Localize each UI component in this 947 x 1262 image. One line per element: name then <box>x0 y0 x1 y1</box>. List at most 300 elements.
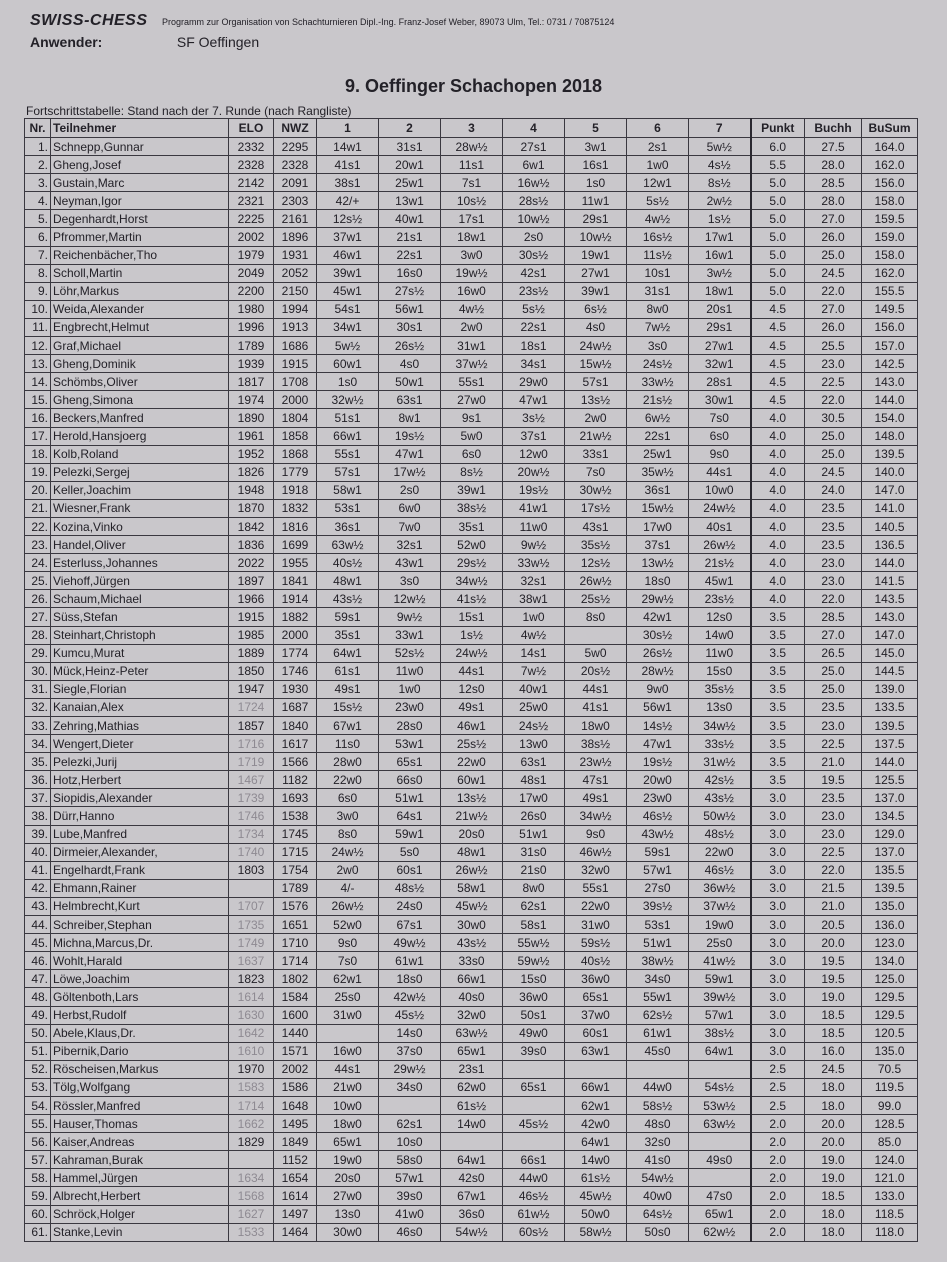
nwz-cell: 1802 <box>274 970 317 988</box>
nwz-cell: 2150 <box>274 282 317 300</box>
elo-cell: 1724 <box>229 698 274 716</box>
buchholz-cell: 25.0 <box>805 445 862 463</box>
buchholz-sum-cell: 141.0 <box>862 499 918 517</box>
buchholz-cell: 18.0 <box>805 1078 862 1096</box>
round-7-result-cell: 18w1 <box>689 282 751 300</box>
rank-cell: 55. <box>25 1115 51 1133</box>
buchholz-sum-cell: 134.0 <box>862 952 918 970</box>
points-cell: 3.5 <box>751 771 805 789</box>
buchholz-cell: 22.0 <box>805 590 862 608</box>
elo-cell: 1789 <box>229 337 274 355</box>
points-cell: 4.0 <box>751 463 805 481</box>
round-1-result-cell: 3w0 <box>317 807 379 825</box>
round-5-result-cell: 21w½ <box>565 427 627 445</box>
round-3-result-cell: 26w½ <box>441 861 503 879</box>
nwz-cell: 1915 <box>274 355 317 373</box>
round-3-result-cell: 46w1 <box>441 717 503 735</box>
rank-cell: 30. <box>25 662 51 680</box>
table-row <box>25 1187 918 1205</box>
table-row <box>25 355 918 373</box>
round-2-result-cell: 58s0 <box>379 1151 441 1169</box>
round-5-result-cell: 49s1 <box>565 789 627 807</box>
player-name-cell: Schreiber,Stephan <box>51 916 229 934</box>
round-1-result-cell: 18w0 <box>317 1115 379 1133</box>
round-7-result-cell <box>689 1060 751 1078</box>
table-row <box>25 680 918 698</box>
rank-cell: 52. <box>25 1060 51 1078</box>
round-5-result-cell: 34w½ <box>565 807 627 825</box>
round-7-result-cell: 21s½ <box>689 554 751 572</box>
rank-cell: 33. <box>25 717 51 735</box>
buchholz-sum-cell: 147.0 <box>862 481 918 499</box>
nwz-cell: 1754 <box>274 861 317 879</box>
buchholz-sum-cell: 139.0 <box>862 680 918 698</box>
round-7-result-cell: 30w1 <box>689 391 751 409</box>
round-1-result-cell: 52w0 <box>317 916 379 934</box>
buchholz-cell: 20.0 <box>805 934 862 952</box>
round-2-result-cell: 3s0 <box>379 572 441 590</box>
round-2-result-cell: 62s1 <box>379 1115 441 1133</box>
round-5-result-cell: 24w½ <box>565 337 627 355</box>
elo-cell: 1627 <box>229 1205 274 1223</box>
round-7-result-cell: 62w½ <box>689 1223 751 1241</box>
rank-cell: 48. <box>25 988 51 1006</box>
round-6-result-cell: 18s0 <box>627 572 689 590</box>
elo-cell: 1829 <box>229 1133 274 1151</box>
nwz-cell: 2328 <box>274 156 317 174</box>
round-3-result-cell: 48w1 <box>441 843 503 861</box>
table-row <box>25 481 918 499</box>
round-2-result-cell: 64s1 <box>379 807 441 825</box>
points-cell: 4.5 <box>751 373 805 391</box>
elo-cell: 1952 <box>229 445 274 463</box>
round-6-result-cell: 44w0 <box>627 1078 689 1096</box>
round-3-result-cell: 58w1 <box>441 879 503 897</box>
round-4-result-cell: 39s0 <box>503 1042 565 1060</box>
round-6-result-cell: 5s½ <box>627 192 689 210</box>
round-7-result-cell: 1s½ <box>689 210 751 228</box>
round-4-result-cell: 36w0 <box>503 988 565 1006</box>
round-1-result-cell: 38s1 <box>317 174 379 192</box>
round-6-result-cell: 32s0 <box>627 1133 689 1151</box>
buchholz-cell: 23.0 <box>805 807 862 825</box>
round-7-result-cell: 24w½ <box>689 499 751 517</box>
elo-cell: 1630 <box>229 1006 274 1024</box>
round-2-result-cell: 12w½ <box>379 590 441 608</box>
points-cell: 4.5 <box>751 391 805 409</box>
round-5-result-cell: 23w½ <box>565 753 627 771</box>
round-5-result-cell: 27w1 <box>565 264 627 282</box>
round-1-result-cell: 53s1 <box>317 499 379 517</box>
buchholz-cell: 21.0 <box>805 897 862 915</box>
round-4-result-cell: 44w0 <box>503 1169 565 1187</box>
elo-cell: 2049 <box>229 264 274 282</box>
round-3-result-cell: 9s1 <box>441 409 503 427</box>
points-cell: 2.0 <box>751 1223 805 1241</box>
round-2-result-cell: 42w½ <box>379 988 441 1006</box>
points-cell: 3.5 <box>751 680 805 698</box>
buchholz-cell: 23.5 <box>805 698 862 716</box>
buchholz-sum-cell: 118.0 <box>862 1223 918 1241</box>
round-3-result-cell: 33s0 <box>441 952 503 970</box>
round-2-result-cell: 52s½ <box>379 644 441 662</box>
round-5-result-cell: 61s½ <box>565 1169 627 1187</box>
round-3-result-cell: 4w½ <box>441 300 503 318</box>
player-name-cell: Schnepp,Gunnar <box>51 138 229 156</box>
player-name-cell: Hammel,Jürgen <box>51 1169 229 1187</box>
round-7-result-cell: 32w1 <box>689 355 751 373</box>
rank-cell: 6. <box>25 228 51 246</box>
round-4-result-cell: 17w0 <box>503 789 565 807</box>
points-cell: 3.0 <box>751 807 805 825</box>
points-cell: 3.0 <box>751 934 805 952</box>
round-3-result-cell: 3w0 <box>441 246 503 264</box>
round-1-result-cell: 22w0 <box>317 771 379 789</box>
buchholz-sum-cell: 70.5 <box>862 1060 918 1078</box>
round-2-result-cell: 30s1 <box>379 318 441 336</box>
rank-cell: 40. <box>25 843 51 861</box>
buchholz-cell: 22.5 <box>805 843 862 861</box>
round-6-result-cell: 12w1 <box>627 174 689 192</box>
round-5-result-cell: 57s1 <box>565 373 627 391</box>
points-cell: 3.0 <box>751 825 805 843</box>
player-name-cell: Herbst,Rudolf <box>51 1006 229 1024</box>
table-row <box>25 1115 918 1133</box>
buchholz-sum-cell: 121.0 <box>862 1169 918 1187</box>
program-note: Programm zur Organisation von Schachturnieren Dipl.-Ing. Franz-Josef Weber, 89073 Ulm, Tel.: 0731 / 70875124 <box>161 17 615 27</box>
round-6-result-cell: 42w1 <box>627 608 689 626</box>
round-4-result-cell: 14s1 <box>503 644 565 662</box>
points-cell: 4.0 <box>751 409 805 427</box>
round-6-result-cell: 4w½ <box>627 210 689 228</box>
elo-cell: 1739 <box>229 789 274 807</box>
nwz-cell: 1152 <box>274 1151 317 1169</box>
points-cell: 4.0 <box>751 499 805 517</box>
elo-cell: 1716 <box>229 735 274 753</box>
round-5-result-cell: 31w0 <box>565 916 627 934</box>
round-2-result-cell: 53w1 <box>379 735 441 753</box>
round-2-result-cell: 17w½ <box>379 463 441 481</box>
nwz-cell: 2295 <box>274 138 317 156</box>
buchholz-sum-cell: 136.0 <box>862 916 918 934</box>
rank-cell: 35. <box>25 753 51 771</box>
buchholz-sum-cell: 143.0 <box>862 608 918 626</box>
buchholz-cell: 24.0 <box>805 481 862 499</box>
round-2-result-cell: 5s0 <box>379 843 441 861</box>
points-cell: 3.0 <box>751 843 805 861</box>
table-row <box>25 445 918 463</box>
user-line <box>30 34 259 50</box>
buchholz-cell: 27.0 <box>805 300 862 318</box>
round-3-result-cell: 62w0 <box>441 1078 503 1096</box>
round-7-result-cell: 53w½ <box>689 1096 751 1114</box>
rank-cell: 56. <box>25 1133 51 1151</box>
round-7-result-cell: 49s0 <box>689 1151 751 1169</box>
round-3-result-cell: 24w½ <box>441 644 503 662</box>
table-row <box>25 644 918 662</box>
buchholz-sum-cell: 155.5 <box>862 282 918 300</box>
buchholz-cell: 18.0 <box>805 1205 862 1223</box>
round-4-result-cell: 28s½ <box>503 192 565 210</box>
player-name-cell: Kumcu,Murat <box>51 644 229 662</box>
round-5-result-cell: 6s½ <box>565 300 627 318</box>
table-row <box>25 789 918 807</box>
buchholz-sum-cell: 118.5 <box>862 1205 918 1223</box>
buchholz-sum-cell: 120.5 <box>862 1024 918 1042</box>
points-cell: 4.0 <box>751 445 805 463</box>
round-7-result-cell: 12s0 <box>689 608 751 626</box>
table-row <box>25 536 918 554</box>
round-6-result-cell: 48s0 <box>627 1115 689 1133</box>
round-4-result-cell: 55w½ <box>503 934 565 952</box>
round-5-result-cell: 13s½ <box>565 391 627 409</box>
table-row <box>25 264 918 282</box>
round-5-result-cell: 18w0 <box>565 717 627 735</box>
table-row <box>25 879 918 897</box>
player-name-cell: Kahraman,Burak <box>51 1151 229 1169</box>
round-5-result-cell: 50w0 <box>565 1205 627 1223</box>
nwz-cell: 1654 <box>274 1169 317 1187</box>
round-2-result-cell: 25w1 <box>379 174 441 192</box>
round-1-result-cell: 13s0 <box>317 1205 379 1223</box>
round-2-result-cell: 6w0 <box>379 499 441 517</box>
round-3-result-cell: 45w½ <box>441 897 503 915</box>
round-3-result-cell: 29s½ <box>441 554 503 572</box>
nwz-cell: 1710 <box>274 934 317 952</box>
buchholz-sum-cell: 144.0 <box>862 391 918 409</box>
player-name-cell: Engbrecht,Helmut <box>51 318 229 336</box>
round-2-result-cell: 28s0 <box>379 717 441 735</box>
round-1-result-cell: 35s1 <box>317 626 379 644</box>
round-5-result-cell: 64w1 <box>565 1133 627 1151</box>
player-name-cell: Rössler,Manfred <box>51 1096 229 1114</box>
elo-cell: 1568 <box>229 1187 274 1205</box>
round-2-result-cell: 21s1 <box>379 228 441 246</box>
col-header-punkt: Punkt <box>751 119 805 138</box>
player-name-cell: Ehmann,Rainer <box>51 879 229 897</box>
buchholz-sum-cell: 129.0 <box>862 825 918 843</box>
round-3-result-cell: 14w0 <box>441 1115 503 1133</box>
round-6-result-cell: 7w½ <box>627 318 689 336</box>
elo-cell: 1842 <box>229 517 274 535</box>
elo-cell: 1823 <box>229 970 274 988</box>
standings-table <box>24 118 918 1242</box>
round-7-result-cell: 38s½ <box>689 1024 751 1042</box>
buchholz-cell: 24.5 <box>805 463 862 481</box>
round-4-result-cell: 3s½ <box>503 409 565 427</box>
buchholz-cell: 26.0 <box>805 318 862 336</box>
round-2-result-cell: 10s0 <box>379 1133 441 1151</box>
round-6-result-cell: 14s½ <box>627 717 689 735</box>
elo-cell: 1740 <box>229 843 274 861</box>
round-6-result-cell: 21s½ <box>627 391 689 409</box>
user-label: Anwender: <box>30 34 103 50</box>
rank-cell: 9. <box>25 282 51 300</box>
elo-cell: 2328 <box>229 156 274 174</box>
buchholz-sum-cell: 119.5 <box>862 1078 918 1096</box>
buchholz-cell: 19.5 <box>805 970 862 988</box>
points-cell: 6.0 <box>751 138 805 156</box>
elo-cell: 1979 <box>229 246 274 264</box>
elo-cell: 1749 <box>229 934 274 952</box>
nwz-cell: 1617 <box>274 735 317 753</box>
round-7-result-cell: 3w½ <box>689 264 751 282</box>
round-5-result-cell: 22w0 <box>565 897 627 915</box>
points-cell: 3.5 <box>751 662 805 680</box>
round-6-result-cell: 47w1 <box>627 735 689 753</box>
points-cell: 3.0 <box>751 861 805 879</box>
rank-cell: 59. <box>25 1187 51 1205</box>
buchholz-cell: 22.0 <box>805 282 862 300</box>
round-3-result-cell: 8s½ <box>441 463 503 481</box>
buchholz-cell: 28.0 <box>805 156 862 174</box>
round-6-result-cell: 55w1 <box>627 988 689 1006</box>
nwz-cell: 1182 <box>274 771 317 789</box>
round-1-result-cell: 5w½ <box>317 337 379 355</box>
round-1-result-cell: 39w1 <box>317 264 379 282</box>
round-7-result-cell: 45w1 <box>689 572 751 590</box>
points-cell: 3.5 <box>751 626 805 644</box>
round-4-result-cell: 8w0 <box>503 879 565 897</box>
table-row <box>25 1042 918 1060</box>
round-6-result-cell: 36s1 <box>627 481 689 499</box>
nwz-cell: 1745 <box>274 825 317 843</box>
points-cell: 2.0 <box>751 1115 805 1133</box>
round-3-result-cell: 12s0 <box>441 680 503 698</box>
tournament-title: 9. Oeffinger Schachopen 2018 <box>344 76 603 96</box>
rank-cell: 54. <box>25 1096 51 1114</box>
buchholz-sum-cell: 144.0 <box>862 554 918 572</box>
round-1-result-cell: 14w1 <box>317 138 379 156</box>
player-name-cell: Zehring,Mathias <box>51 717 229 735</box>
table-row <box>25 499 918 517</box>
nwz-cell: 1495 <box>274 1115 317 1133</box>
round-6-result-cell: 37s1 <box>627 536 689 554</box>
player-name-cell: Pelezki,Jurij <box>51 753 229 771</box>
nwz-cell: 1464 <box>274 1223 317 1241</box>
round-5-result-cell: 17s½ <box>565 499 627 517</box>
rank-cell: 7. <box>25 246 51 264</box>
round-2-result-cell: 4s0 <box>379 355 441 373</box>
nwz-cell: 1576 <box>274 897 317 915</box>
rank-cell: 50. <box>25 1024 51 1042</box>
round-7-result-cell: 13s0 <box>689 698 751 716</box>
round-7-result-cell: 2w½ <box>689 192 751 210</box>
round-5-result-cell: 33s1 <box>565 445 627 463</box>
rank-cell: 36. <box>25 771 51 789</box>
round-6-result-cell: 6w½ <box>627 409 689 427</box>
table-row <box>25 228 918 246</box>
round-5-result-cell: 37w0 <box>565 1006 627 1024</box>
round-4-result-cell: 42s1 <box>503 264 565 282</box>
points-cell: 2.5 <box>751 1060 805 1078</box>
round-6-result-cell: 54w½ <box>627 1169 689 1187</box>
buchholz-cell: 26.0 <box>805 228 862 246</box>
rank-cell: 26. <box>25 590 51 608</box>
round-6-result-cell: 62s½ <box>627 1006 689 1024</box>
player-name-cell: Albrecht,Herbert <box>51 1187 229 1205</box>
points-cell: 4.0 <box>751 572 805 590</box>
round-3-result-cell: 52w0 <box>441 536 503 554</box>
buchholz-sum-cell: 143.0 <box>862 373 918 391</box>
nwz-cell: 1868 <box>274 445 317 463</box>
buchholz-cell: 23.0 <box>805 717 862 735</box>
col-header-round-4: 4 <box>503 119 565 138</box>
round-4-result-cell: 13w0 <box>503 735 565 753</box>
player-name-cell: Scholl,Martin <box>51 264 229 282</box>
nwz-cell: 1651 <box>274 916 317 934</box>
buchholz-cell: 28.5 <box>805 174 862 192</box>
buchholz-cell: 16.0 <box>805 1042 862 1060</box>
nwz-cell: 2002 <box>274 1060 317 1078</box>
buchholz-cell: 22.5 <box>805 735 862 753</box>
rank-cell: 2. <box>25 156 51 174</box>
round-3-result-cell: 28w½ <box>441 138 503 156</box>
table-row <box>25 554 918 572</box>
round-7-result-cell: 37w½ <box>689 897 751 915</box>
rank-cell: 1. <box>25 138 51 156</box>
rank-cell: 53. <box>25 1078 51 1096</box>
round-3-result-cell: 25s½ <box>441 735 503 753</box>
round-5-result-cell: 9s0 <box>565 825 627 843</box>
elo-cell <box>229 1151 274 1169</box>
points-cell: 3.5 <box>751 608 805 626</box>
buchholz-sum-cell: 162.0 <box>862 156 918 174</box>
rank-cell: 41. <box>25 861 51 879</box>
player-name-cell: Neyman,Igor <box>51 192 229 210</box>
buchholz-cell: 23.0 <box>805 554 862 572</box>
round-7-result-cell: 54s½ <box>689 1078 751 1096</box>
round-5-result-cell: 63w1 <box>565 1042 627 1060</box>
table-row <box>25 1096 918 1114</box>
buchholz-sum-cell: 156.0 <box>862 174 918 192</box>
player-name-cell: Hotz,Herbert <box>51 771 229 789</box>
rank-cell: 39. <box>25 825 51 843</box>
buchholz-sum-cell: 159.5 <box>862 210 918 228</box>
points-cell: 2.5 <box>751 1096 805 1114</box>
round-1-result-cell: 62w1 <box>317 970 379 988</box>
round-2-result-cell: 14s0 <box>379 1024 441 1042</box>
rank-cell: 28. <box>25 626 51 644</box>
buchholz-cell: 18.0 <box>805 1223 862 1241</box>
round-5-result-cell: 35s½ <box>565 536 627 554</box>
round-3-result-cell: 7s1 <box>441 174 503 192</box>
elo-cell: 2200 <box>229 282 274 300</box>
elo-cell: 1735 <box>229 916 274 934</box>
round-4-result-cell: 26s0 <box>503 807 565 825</box>
rank-cell: 12. <box>25 337 51 355</box>
player-name-cell: Gheng,Josef <box>51 156 229 174</box>
elo-cell: 1746 <box>229 807 274 825</box>
table-row <box>25 463 918 481</box>
buchholz-sum-cell: 135.5 <box>862 861 918 879</box>
elo-cell: 1583 <box>229 1078 274 1096</box>
elo-cell: 1870 <box>229 499 274 517</box>
round-7-result-cell: 35s½ <box>689 680 751 698</box>
round-1-result-cell: 49s1 <box>317 680 379 698</box>
round-5-result-cell: 47s1 <box>565 771 627 789</box>
round-3-result-cell: 17s1 <box>441 210 503 228</box>
buchholz-sum-cell: 162.0 <box>862 264 918 282</box>
buchholz-cell: 25.0 <box>805 662 862 680</box>
table-row <box>25 318 918 336</box>
table-row <box>25 210 918 228</box>
elo-cell: 1980 <box>229 300 274 318</box>
round-7-result-cell: 46s½ <box>689 861 751 879</box>
points-cell: 4.5 <box>751 337 805 355</box>
round-3-result-cell: 37w½ <box>441 355 503 373</box>
table-row <box>25 409 918 427</box>
